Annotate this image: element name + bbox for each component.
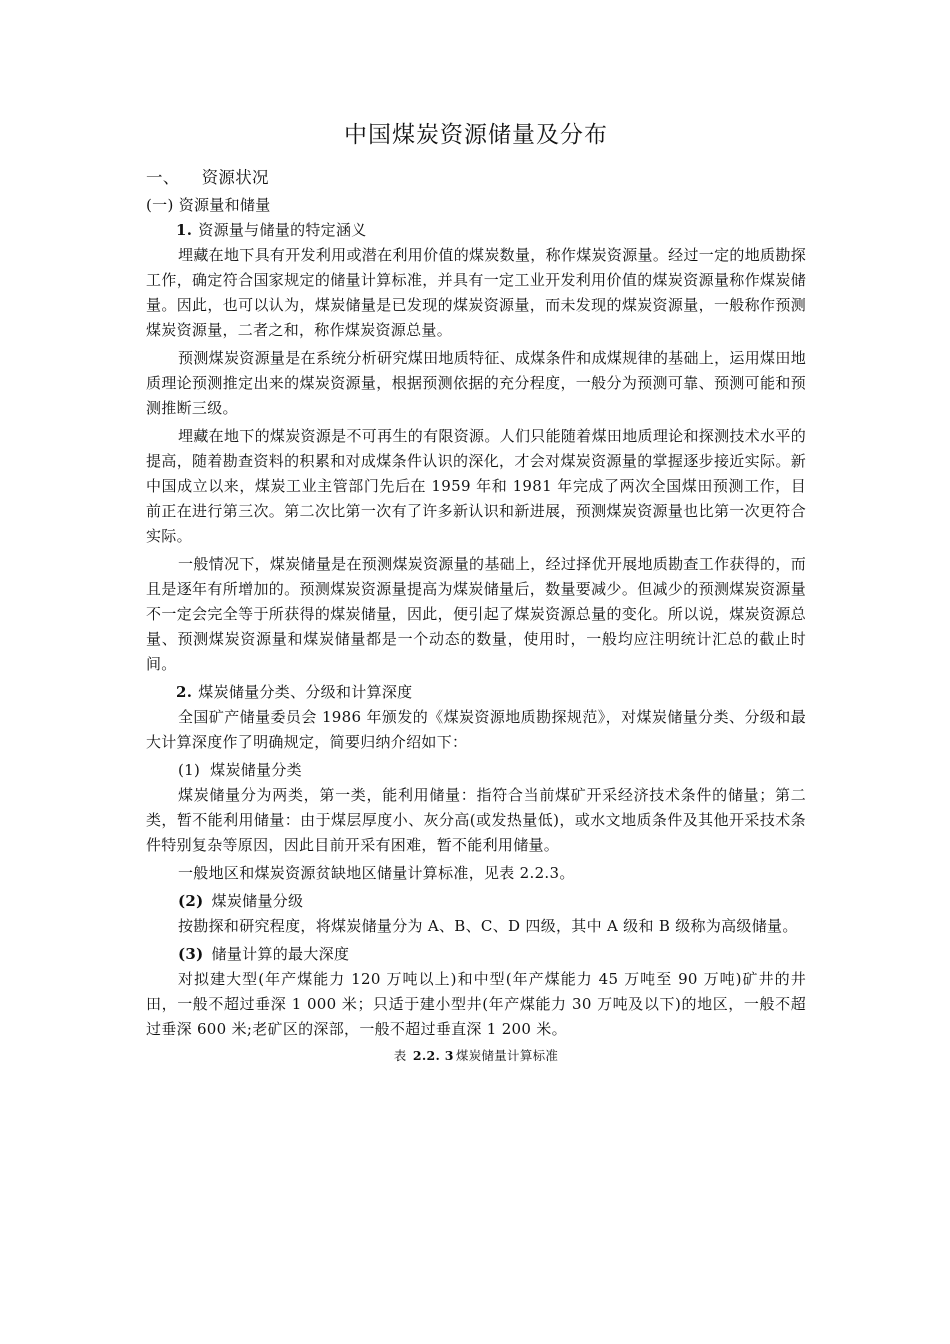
topic-number: 2. <box>176 683 193 701</box>
paragraph: 煤炭储量分为两类，第一类，能利用储量：指符合当前煤矿开采经济技术条件的储量；第二类，暂不能利用储量：由于煤层厚度小、灰分高(或发热量低)，或水文地质条件及其他开采技术条件特别复杂等原因，因此目前开采有困难，暂不能利用储量。 <box>146 786 806 854</box>
item-number: (2) <box>178 892 204 910</box>
caption-number: 2.2. 3 <box>412 1048 454 1063</box>
caption-prefix: 表 <box>393 1048 407 1063</box>
topic-label: 煤炭储量分类、分级和计算深度 <box>198 683 413 701</box>
paragraph: 全国矿产储量委员会 1986 年颁发的《煤炭资源地质勘探规范》，对煤炭储量分类、分级和最大计算深度作了明确规定，简要归纳介绍如下： <box>146 708 806 751</box>
topic-heading-2 <box>146 680 806 705</box>
paragraph: 预测煤炭资源量是在系统分析研究煤田地质特征、成煤条件和成煤规律的基础上，运用煤田地质理论预测推定出来的煤炭资源量，根据预测依据的充分程度，一般分为预测可靠、预测可能和预测推断三级。 <box>146 349 806 417</box>
caption-label: 煤炭储量计算标准 <box>455 1048 559 1063</box>
item-label: 煤炭储量分级 <box>211 892 304 910</box>
table-caption <box>146 1045 806 1067</box>
paragraph: 埋藏在地下具有开发利用或潜在利用价值的煤炭数量，称作煤炭资源量。经过一定的地质勘探工作，确定符合国家规定的储量计算标准，并具有一定工业开发利用价值的煤炭资源量称作煤炭储量。因此，也可以认为，煤炭储量是已发现的煤炭资源量，而未发现的煤炭资源量，一般称作预测煤炭资源量，二者之和，称作煤炭资源总量。 <box>146 246 806 339</box>
section-label: 资源状况 <box>201 168 269 187</box>
paragraph: 对拟建大型(年产煤能力 120 万吨以上)和中型(年产煤能力 45 万吨至 90 万吨)矿井的井田，一般不超过垂深 1 000 米；只适于建小型井(年产煤能力 30 万吨及以下)的地区，一般不超过垂深 600 米;老矿区的深部，一般不超过垂直深 1 200 米。 <box>146 970 806 1038</box>
topic-heading-1 <box>146 218 806 243</box>
paragraph: 一般地区和煤炭资源贫缺地区储量计算标准，见表 2.2.3。 <box>178 864 575 882</box>
item-heading-2 <box>146 889 806 914</box>
document-title: 中国煤炭资源储量及分布 <box>344 122 608 148</box>
subsection-number: (一) <box>146 196 174 214</box>
item-heading-1 <box>146 758 806 783</box>
paragraph: 按勘探和研究程度，将煤炭储量分为 A、B、C、D 四级，其中 A 级和 B 级称为高级储量。 <box>178 917 798 935</box>
subsection-label: 资源量和储量 <box>178 196 271 214</box>
topic-number: 1. <box>176 221 193 239</box>
subsection-heading <box>146 193 806 218</box>
section-number: 一、 <box>146 168 180 187</box>
item-number: (1) <box>178 761 201 779</box>
topic-label: 资源量与储量的特定涵义 <box>198 221 367 239</box>
item-label: 储量计算的最大深度 <box>211 945 350 963</box>
paragraph: 一般情况下，煤炭储量是在预测煤炭资源量的基础上，经过择优开展地质勘查工作获得的，而且是逐年有所增加的。预测煤炭资源量提高为煤炭储量后，数量要减少。但减少的预测煤炭资源量不一定会完全等于所获得的煤炭储量，因此，便引起了煤炭资源总量的变化。所以说，煤炭资源总量、预测煤炭资源量和煤炭储量都是一个动态的数量，使用时，一般均应注明统计汇总的截止时间。 <box>146 555 806 673</box>
item-label: 煤炭储量分类 <box>210 761 302 779</box>
item-heading-3 <box>146 942 806 967</box>
item-number: (3) <box>178 945 204 963</box>
section-heading-1 <box>146 164 806 191</box>
document-body <box>146 118 806 1067</box>
paragraph: 埋藏在地下的煤炭资源是不可再生的有限资源。人们只能随着煤田地质理论和探测技术水平的提高，随着勘查资料的积累和对成煤条件认识的深化，才会对煤炭资源量的掌握逐步接近实际。新中国成立以来，煤炭工业主管部门先后在 1959 年和 1981 年完成了两次全国煤田预测工作，目前正在进行第三次。第二次比第一次有了许多新认识和新进展，预测煤炭资源量也比第一次更符合实际。 <box>146 427 806 545</box>
